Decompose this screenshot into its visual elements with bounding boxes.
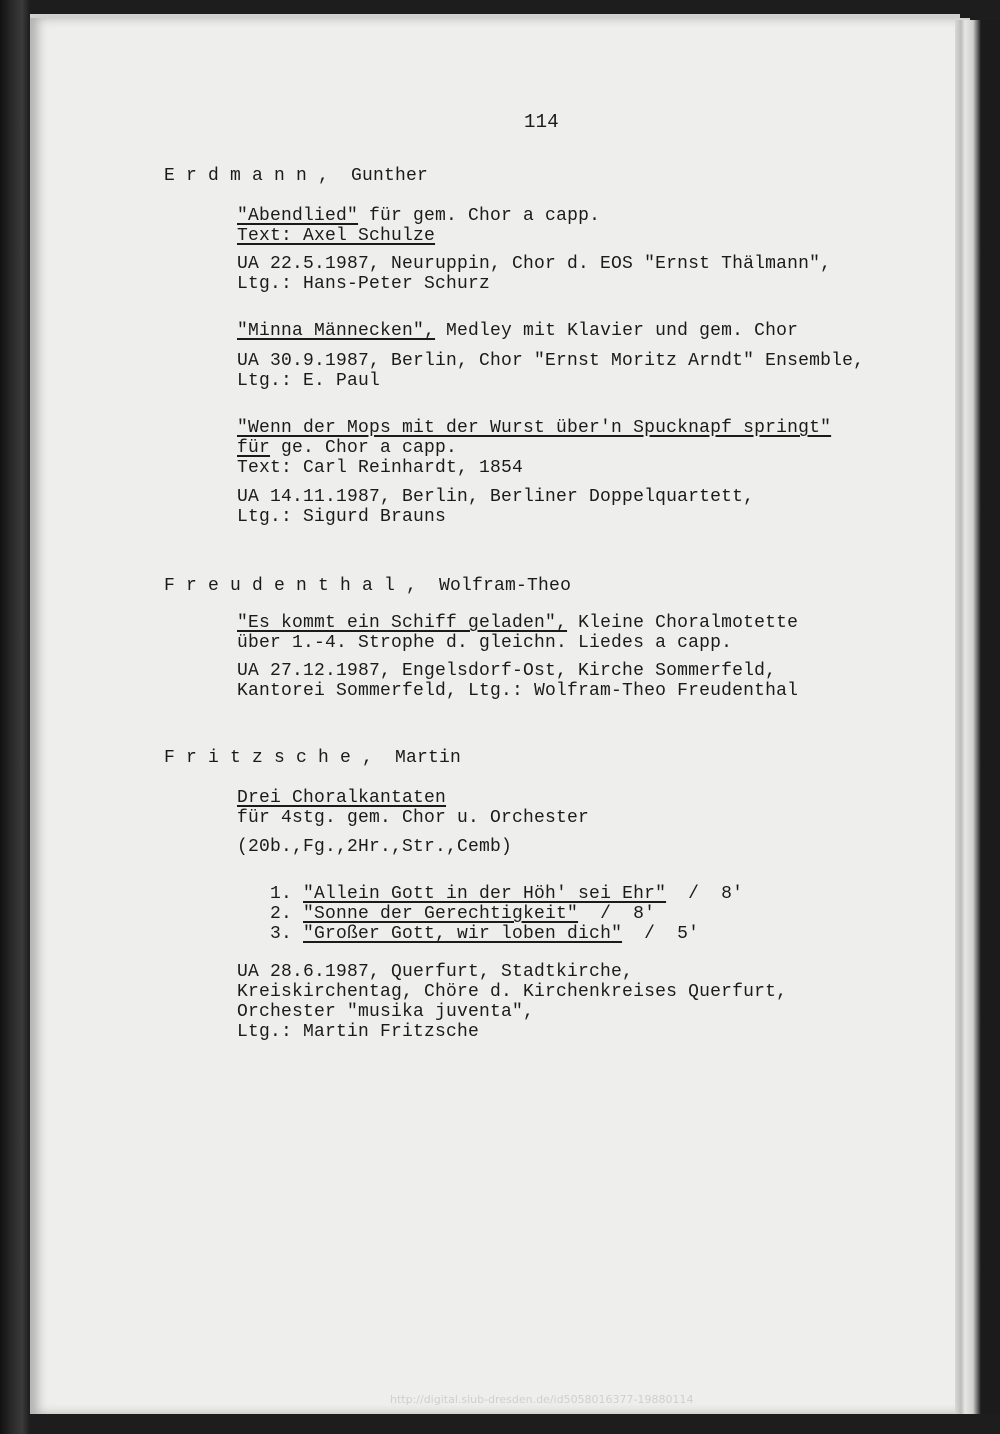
work-description: Medley mit Klavier und gem. Chor [435,321,799,341]
work-description: Kleine Choralmotette [567,613,799,633]
text-author-line: Text: Carl Reinhardt, 1854 [237,458,524,478]
composer-heading-erdmann: E r d m a n n , Gunther [164,166,429,186]
movement-number: 2. [270,904,304,924]
movement-item [270,904,655,924]
work-description: ge. Chor a capp. [270,438,458,458]
text-author: Axel Schulze [292,226,436,246]
movement-title: "Allein Gott in der Höh' sei Ehr" [303,884,667,904]
work-title: "Abendlied" [237,206,359,226]
movement-number: 3. [270,924,304,944]
conductor-line: Ltg.: Sigurd Brauns [237,507,447,527]
premiere-line: UA 14.11.1987, Berlin, Berliner Doppelquartett, [237,487,755,507]
work-title-line [237,613,798,633]
text-label: Text: [237,226,293,246]
text-author-line [237,226,435,246]
conductor-line: Ltg.: Martin Fritzsche [237,1022,480,1042]
work-title: "Minna Männecken", [237,321,436,341]
work-title: "Es kommt ein Schiff geladen", [237,613,568,633]
movement-item [270,924,699,944]
composer-heading-freudenthal: F r e u d e n t h a l , Wolfram-Theo [164,576,572,596]
conductor-line: Ltg.: E. Paul [237,371,381,391]
work-title: "Wenn der Mops mit der Wurst über'n Spucknapf springt" [237,418,832,438]
composer-heading-fritzsche: F r i t z s c h e , Martin [164,748,462,768]
movement-item [270,884,743,904]
premiere-line: UA 22.5.1987, Neuruppin, Chor d. EOS "Ernst Thälmann", [237,254,832,274]
premiere-line: UA 28.6.1987, Querfurt, Stadtkirche, [237,962,634,982]
work-title: Drei Choralkantaten [237,788,447,808]
work-description-line [237,438,457,458]
movement-title: "Großer Gott, wir loben dich" [303,924,623,944]
page-number: 114 [524,111,559,133]
work-description: für gem. Chor a capp. [358,206,601,226]
book-page-edges [955,20,1000,1414]
digitization-watermark-url: http://digital.slub-dresden.de/id5058016377-19880114 [390,1393,694,1406]
movement-duration: / 8' [666,884,744,904]
document-page [30,18,970,1414]
premiere-line: Kreiskirchentag, Chöre d. Kirchenkreises Querfurt, [237,982,788,1002]
work-description-line: über 1.-4. Strophe d. gleichn. Liedes a capp. [237,633,733,653]
movement-duration: / 8' [578,904,656,924]
work-title-line [237,321,798,341]
premiere-line: UA 27.12.1987, Engelsdorf-Ost, Kirche Sommerfeld, [237,661,777,681]
work-description-underlined: für [237,438,271,458]
premiere-line: Orchester "musika juventa", [237,1002,535,1022]
instrumentation-line: (20b.,Fg.,2Hr.,Str.,Cemb) [237,837,513,857]
movement-duration: / 5' [622,924,700,944]
conductor-line: Kantorei Sommerfeld, Ltg.: Wolfram-Theo Freudenthal [237,681,799,701]
movement-number: 1. [270,884,304,904]
work-title-line [237,206,600,226]
movement-title: "Sonne der Gerechtigkeit" [303,904,579,924]
work-description-line: für 4stg. gem. Chor u. Orchester [237,808,590,828]
conductor-line: Ltg.: Hans-Peter Schurz [237,274,491,294]
premiere-line: UA 30.9.1987, Berlin, Chor "Ernst Moritz Arndt" Ensemble, [237,351,865,371]
